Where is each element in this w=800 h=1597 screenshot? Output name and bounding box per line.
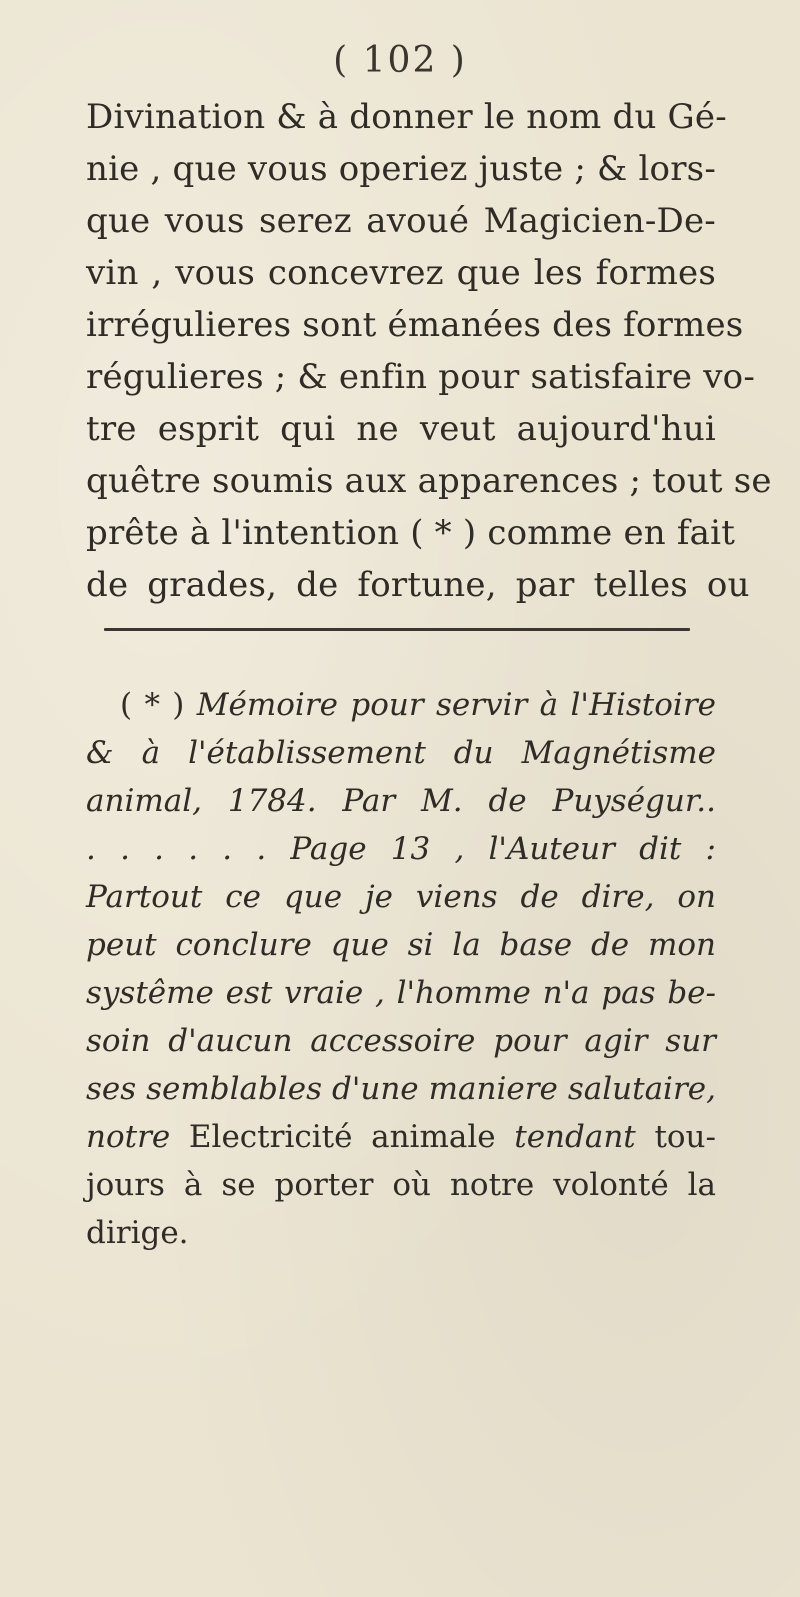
text-line: que vous serez avoué Magicien-De- bbox=[86, 201, 716, 241]
text-line: vin , vous concevrez que les formes bbox=[86, 253, 716, 293]
footnote-italic: tendant bbox=[514, 1119, 636, 1155]
footnote-line: Partout ce que je viens de dire, on bbox=[86, 879, 716, 915]
footnote-line: jours à se porter où notre volonté la bbox=[86, 1167, 716, 1203]
text-line: quêtre soumis aux apparences ; tout se bbox=[86, 461, 772, 501]
text-line: irrégulieres sont émanées des formes bbox=[86, 305, 744, 345]
footnote-marker: ( * ) bbox=[120, 687, 185, 723]
footnote-italic: notre bbox=[86, 1119, 171, 1155]
footnote-upright: tou- bbox=[654, 1119, 716, 1155]
footnote-separator-rule bbox=[104, 628, 690, 631]
footnote-upright: Electricité animale bbox=[188, 1119, 496, 1155]
text-line: tre esprit qui ne veut aujourd'hui bbox=[86, 409, 716, 449]
footnote-text: Mémoire pour servir à l'Histoire bbox=[196, 687, 716, 723]
footnote-line: dirige. bbox=[86, 1215, 189, 1251]
footnote-line: systême est vraie , l'homme n'a pas be- bbox=[86, 975, 716, 1011]
footnote-line: . . . . . . Page 13 , l'Auteur dit : bbox=[86, 831, 716, 867]
footnote-line bbox=[120, 682, 716, 728]
footnote-line: animal, 1784. Par M. de Puységur.. bbox=[86, 783, 716, 819]
page-number: ( 102 ) bbox=[333, 40, 467, 81]
text-line: Divination & à donner le nom du Gé- bbox=[86, 97, 727, 137]
footnote-line bbox=[86, 1114, 716, 1160]
footnote-line: & à l'établissement du Magnétisme bbox=[86, 735, 716, 771]
text-line: régulieres ; & enfin pour satisfaire vo- bbox=[86, 357, 756, 397]
footnote-line: soin d'aucun accessoire pour agir sur bbox=[86, 1023, 716, 1059]
text-line: de grades, de fortune, par telles ou bbox=[86, 565, 750, 605]
text-line: prête à l'intention ( * ) comme en fait bbox=[86, 513, 736, 553]
footnote-line: peut conclure que si la base de mon bbox=[86, 927, 716, 963]
text-line: nie , que vous operiez juste ; & lors- bbox=[86, 149, 717, 189]
footnote-line: ses semblables d'une maniere salutaire, bbox=[86, 1071, 716, 1107]
